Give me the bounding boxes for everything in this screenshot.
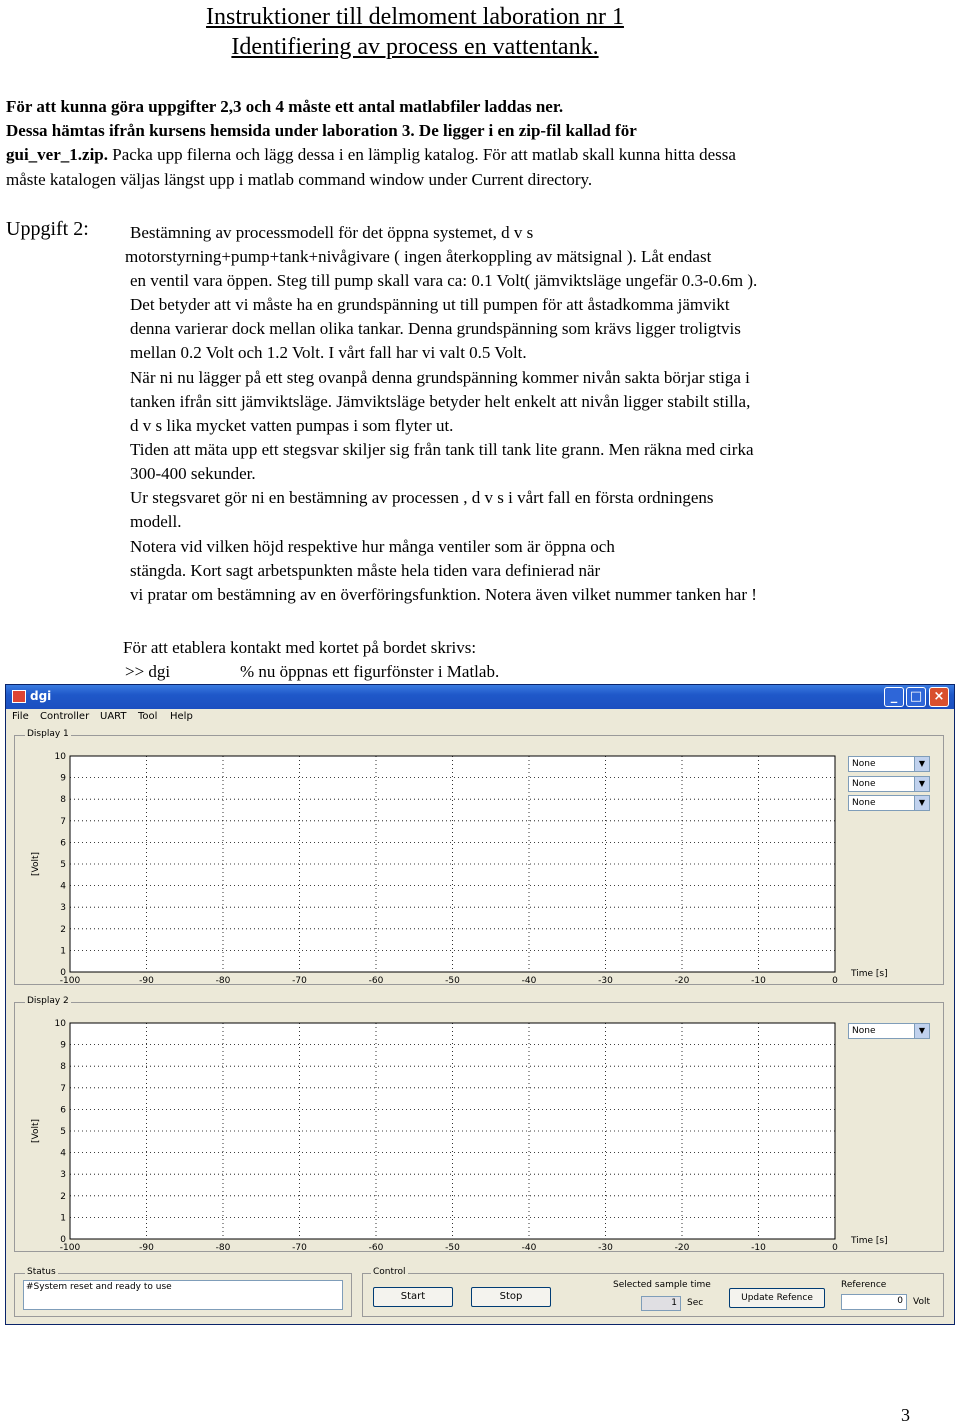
y-tick-label: 3 [60,1170,66,1181]
x-tick-label: -80 [215,1243,231,1251]
contact-line: För att etablera kontakt med kortet på bordet skrivs: [123,638,477,657]
display-2-signal-select[interactable]: None ▼ [848,1023,930,1039]
x-tick-label: -40 [521,976,537,984]
stop-button[interactable]: Stop [471,1287,551,1307]
task-line: Bestämning av processmodell för det öppna systemet, d v s [130,223,534,242]
control-panel [362,1267,944,1317]
reference-input[interactable]: 0 [841,1294,907,1310]
y-axis-label: [Volt] [31,1118,41,1144]
task-line: denna varierar dock mellan olika tankar. Denna grundspänning som krävs ligger troligtvis [130,319,741,338]
task-line: d v s lika mycket vatten pumpas i som flyter ut. [130,416,454,435]
task-line: När ni nu lägger på ett steg ovanpå denna grundspänning kommer nivån sakta börjar stiga i [130,368,750,387]
y-tick-label: 7 [60,816,66,827]
y-tick-label: 8 [60,795,66,806]
display-2-panel [14,996,944,1252]
title-line-1: Instruktioner till delmoment laboration nr 1 [206,4,624,30]
display-1-signal-select[interactable]: None ▼ [848,795,930,811]
display-1-label: Display 1 [27,729,69,739]
y-tick-label: 9 [60,773,66,784]
x-tick-label: -30 [598,976,613,984]
window-titlebar[interactable] [6,685,954,709]
sample-time-input[interactable]: 1 [641,1296,681,1311]
y-tick-label: 2 [60,924,66,935]
menu-controller[interactable]: Controller [40,711,90,722]
zip-filename: gui_ver_1.zip. [6,145,108,164]
y-tick-label: 6 [60,838,66,849]
display-2-label: Display 2 [27,996,69,1006]
x-tick-label: 0 [832,976,838,984]
sample-time-label: Selected sample time [613,1280,711,1290]
chevron-down-icon: ▼ [914,1024,929,1038]
maximize-icon[interactable]: □ [906,687,926,707]
y-axis-label: [Volt] [31,851,41,877]
y-tick-label: 0 [60,968,66,978]
menu-bar [6,709,954,727]
task-line: stängda. Kort sagt arbetspunkten måste hela tiden vara definierad när [130,561,601,580]
chevron-down-icon: ▼ [914,796,929,810]
task-line: tanken ifrån sitt jämviktsläge. Jämviktsläge betyder helt enkelt att nivån ligger stabilt stilla, [130,392,751,411]
x-tick-label: -10 [751,976,766,984]
task-line: mellan 0.2 Volt och 1.2 Volt. I vårt fall har vi valt 0.5 Volt. [130,343,527,362]
y-tick-label: 8 [60,1062,66,1073]
reference-unit: Volt [913,1297,930,1307]
display-1-plot [15,736,943,984]
y-tick-label: 3 [60,903,66,914]
x-tick-label: -90 [139,1243,154,1251]
y-tick-label: 5 [60,1127,66,1137]
y-tick-label: 5 [60,860,66,870]
sample-time-unit: Sec [687,1298,704,1308]
chevron-down-icon: ▼ [914,757,929,771]
intro-line-3 [6,143,736,167]
menu-file[interactable]: File [12,711,29,722]
x-tick-label: -80 [215,976,231,984]
x-tick-label: 0 [832,1243,838,1251]
title-line-2: Identifiering av process en vattentank. [231,34,599,60]
y-tick-label: 10 [54,1019,66,1029]
task-line: motorstyrning+pump+tank+nivågivare ( ingen återkoppling av mätsignal ). Låt endast [125,247,712,266]
menu-help[interactable]: Help [170,711,193,722]
x-tick-label: -20 [674,976,690,984]
y-tick-label: 0 [60,1235,66,1245]
contact-command: >> dgi [125,662,171,681]
start-button[interactable]: Start [373,1287,453,1307]
x-tick-label: -50 [445,976,460,984]
task-line: Det betyder att vi måste ha en grundspänning ut till pumpen för att åstadkomma jämvikt [130,295,730,314]
status-label: Status [27,1267,56,1277]
y-tick-label: 9 [60,1040,66,1051]
contact-comment: % nu öppnas ett figurfönster i Matlab. [240,662,500,681]
intro-line-2: Dessa hämtas ifrån kursens hemsida under laboration 3. De ligger i en zip-fil kallad för [6,121,637,140]
x-tick-label: -70 [292,1243,307,1251]
y-tick-label: 1 [60,946,66,957]
display-1-signal-select[interactable]: None ▼ [848,776,930,792]
status-text: #System reset and ready to use [23,1280,343,1310]
task-line: Tiden att mäta upp ett stegsvar skiljer sig från tank till tank lite grann. Men räkna med cirka [130,440,754,459]
y-tick-label: 4 [60,881,66,892]
task-line: Ur stegsvaret gör ni en bestämning av processen , d v s i vårt fall en första ordningens [130,488,714,507]
x-axis-label: Time [s] [851,969,888,979]
x-tick-label: -100 [59,1243,81,1251]
y-tick-label: 10 [54,752,66,762]
display-2-plot [15,1003,943,1251]
y-tick-label: 1 [60,1213,66,1224]
x-tick-label: -30 [598,1243,613,1251]
task-line: modell. [130,512,182,531]
x-tick-label: -70 [292,976,307,984]
x-tick-label: -90 [139,976,154,984]
page-number: 3 [901,1405,910,1425]
window-title: dgi [30,689,52,703]
x-tick-label: -60 [368,976,384,984]
task-line: Notera vid vilken höjd respektive hur många ventiler som är öppna och [130,537,615,556]
x-tick-label: -10 [751,1243,766,1251]
matlab-icon [12,690,26,703]
task-label: Uppgift 2: [6,218,89,240]
intro-line-1: För att kunna göra uppgifter 2,3 och 4 måste ett antal matlabfiler laddas ner. [6,97,564,116]
y-tick-label: 2 [60,1191,66,1202]
y-tick-label: 7 [60,1083,66,1094]
status-panel [14,1267,352,1317]
x-tick-label: -20 [674,1243,690,1251]
x-tick-label: -100 [59,976,81,984]
display-1-signal-select[interactable]: None ▼ [848,756,930,772]
task-line: en ventil vara öppen. Steg till pump skall vara ca: 0.1 Volt( jämviktsläge ungefär 0.3-0.6m ). [130,271,758,290]
x-tick-label: -60 [368,1243,384,1251]
x-tick-label: -40 [521,1243,537,1251]
display-1-panel [14,729,944,985]
chevron-down-icon: ▼ [914,777,929,791]
update-reference-button[interactable]: Update Refence [729,1288,825,1308]
intro-line-3-rest: Packa upp filerna och lägg dessa i en lämplig katalog. För att matlab skall kunna hitta dessa [108,145,736,164]
menu-uart[interactable]: UART [100,711,127,722]
control-label: Control [373,1267,406,1277]
dgi-window [5,684,955,1325]
task-line: 300-400 sekunder. [130,464,256,483]
x-tick-label: -50 [445,1243,460,1251]
x-axis-label: Time [s] [851,1236,888,1246]
minimize-icon[interactable]: _ [884,687,904,707]
y-tick-label: 6 [60,1105,66,1116]
task-line: vi pratar om bestämning av en överföringsfunktion. Notera även vilket nummer tanken har ! [130,585,757,604]
intro-line-4: måste katalogen väljas längst upp i matlab command window under Current directory. [6,170,593,189]
close-icon[interactable]: × [929,687,949,707]
menu-tool[interactable]: Tool [138,711,158,722]
reference-label: Reference [841,1280,887,1290]
y-tick-label: 4 [60,1148,66,1159]
